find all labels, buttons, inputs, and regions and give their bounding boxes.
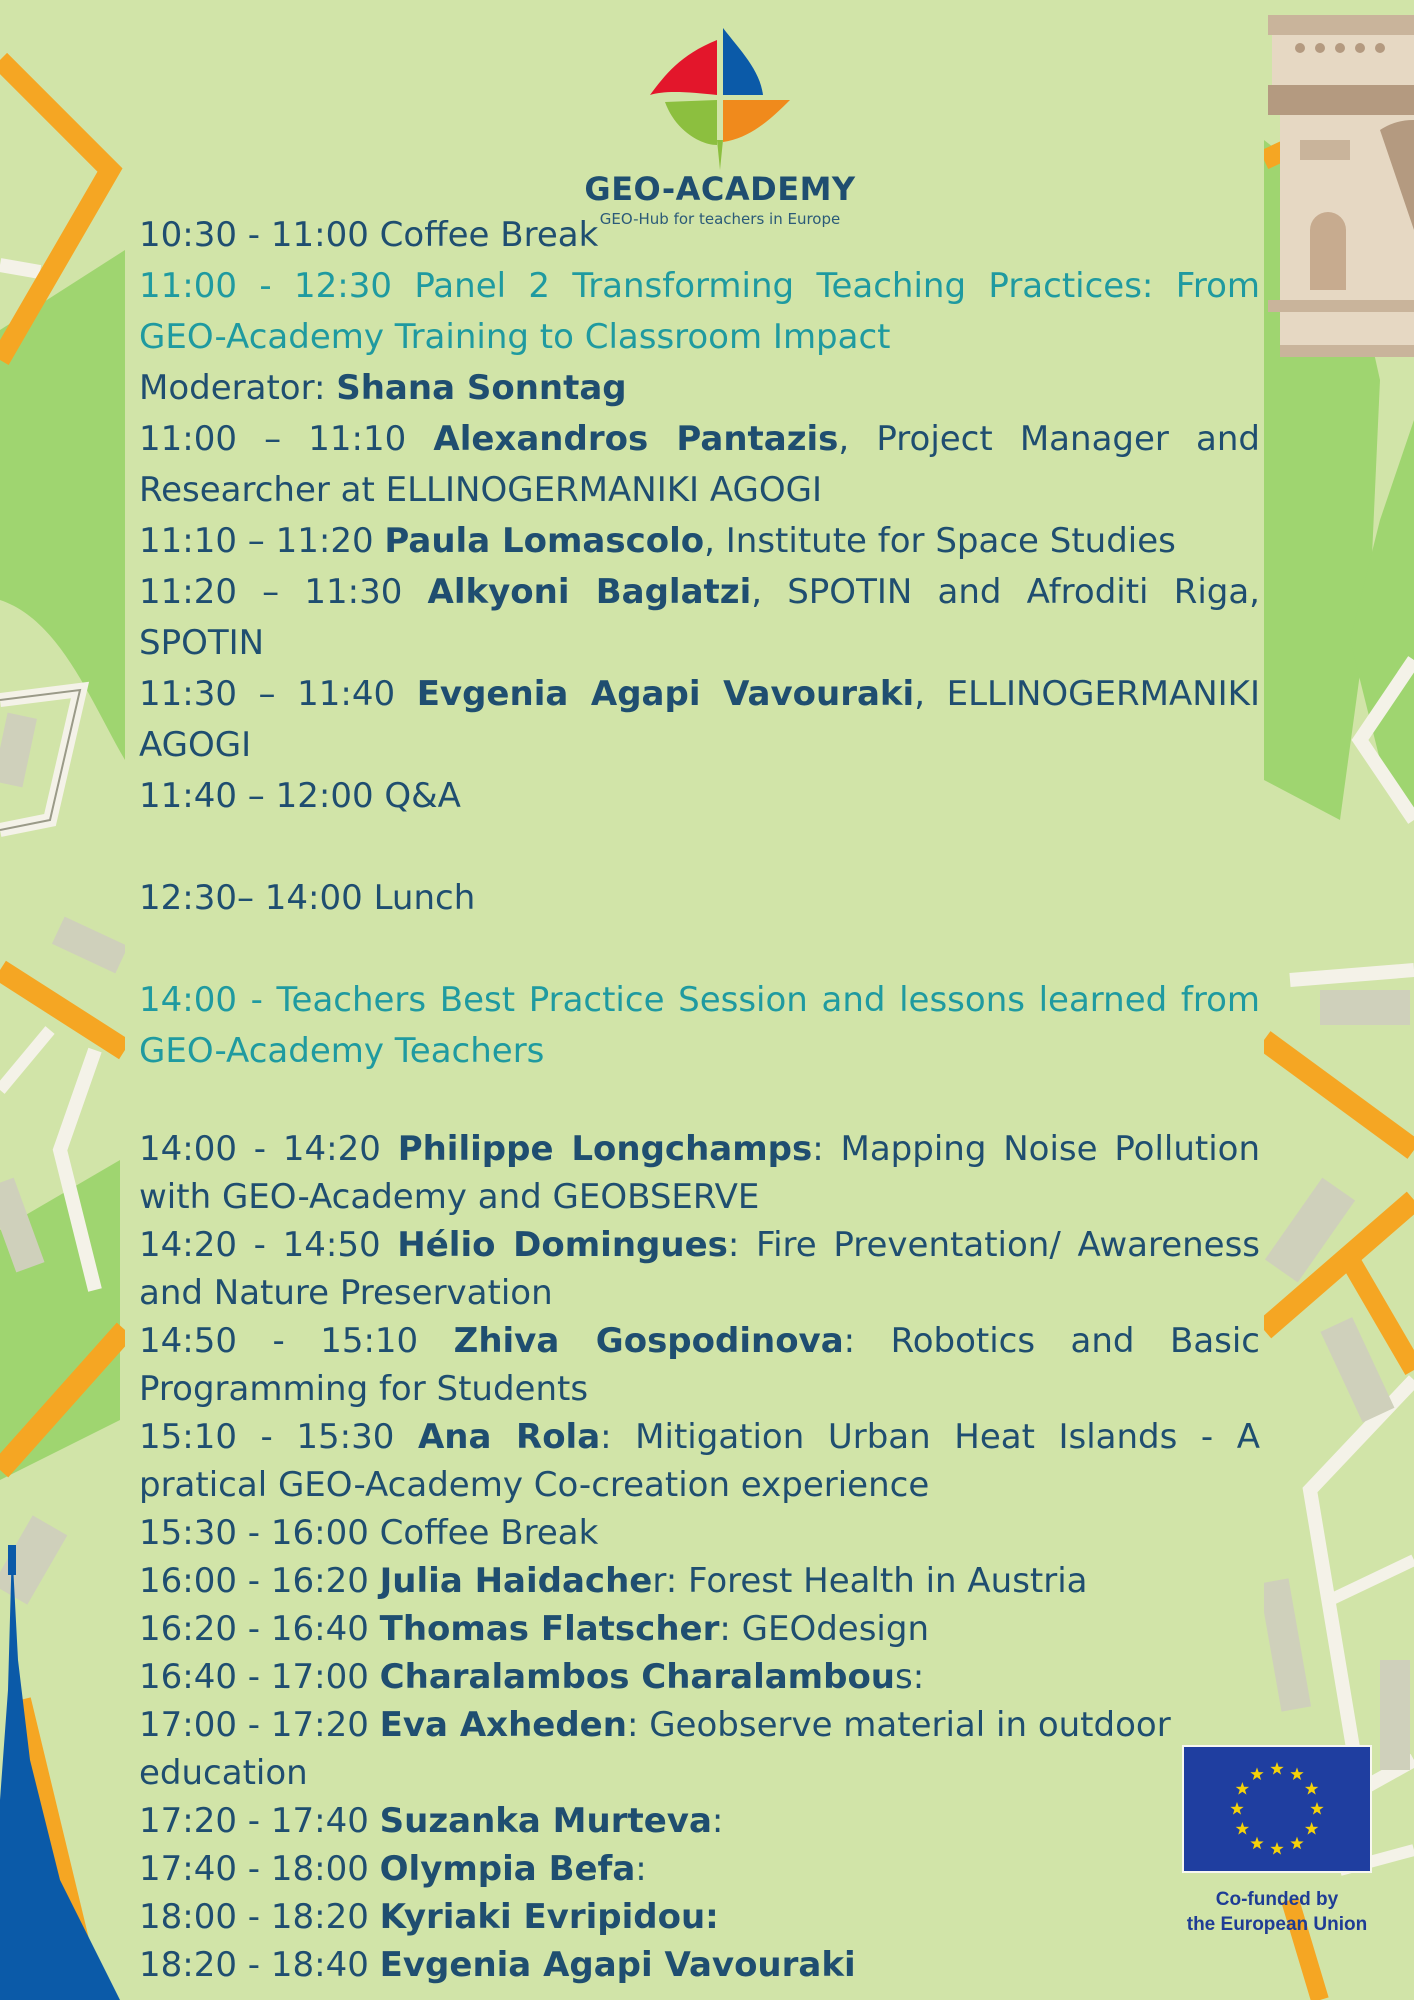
panel2-heading: 11:00 - 12:30 Panel 2 Transforming Teaching Practices: From GEO-Academy Training to Classroom Impact [139,266,1260,357]
coffee-break-2: 15:30 - 16:00 Coffee Break [139,1513,599,1553]
talk-entry [139,516,1260,567]
speaker-name: Evgenia Agapi Vavouraki [379,1945,856,1985]
talk-time: 16:00 - 16:20 [139,1561,380,1601]
talk-time: 16:40 - 17:00 [139,1657,380,1697]
eu-text-line2: the European Union [1186,1914,1368,1935]
talk-detail: , SPOTIN and Afroditi Riga, SPOTIN [139,572,1260,663]
talk-detail: : [711,1801,724,1841]
speaker-name: Thomas Flatscher [379,1609,720,1649]
talk-time: 18:00 - 18:20 [139,1897,380,1937]
talk-entry [139,1797,1260,1845]
speaker-name: Hélio Domingues [397,1225,728,1265]
talk-time: 14:50 - 15:10 [139,1321,454,1361]
logo-subtitle: GEO-Hub for teachers in Europe [599,210,841,228]
eu-cofunded-logo [1182,1745,1372,1937]
geo-academy-leaf-icon [645,20,795,170]
talk-detail: , Project Manager and Researcher at ELLINOGERMANIKI AGOGI [139,419,1260,510]
speaker-name: Evgenia Agapi Vavouraki [416,674,915,714]
eu-flag-icon [1182,1745,1372,1873]
talk-detail: , Institute for Space Studies [704,521,1176,561]
talk-time: 16:20 - 16:40 [139,1609,380,1649]
talk-entry [139,1221,1260,1317]
talk-time: 14:20 - 14:50 [139,1225,398,1265]
speaker-name: Philippe Longchamps [397,1129,813,1169]
talk-time: 15:10 - 15:30 [139,1417,418,1457]
talk-detail: : [635,1849,647,1889]
moderator-label: Moderator: [139,368,337,408]
talk-time: 11:20 – 11:30 [139,572,428,612]
talk-entry [139,1413,1260,1509]
talk-detail: : Fire Preventation/ Awareness and Nature Preservation [139,1225,1261,1313]
talk-time: 17:00 - 17:20 [139,1705,380,1745]
moderator-name: Shana Sonntag [336,368,627,408]
eu-text-line1: Co-funded by [1215,1889,1339,1910]
talk-entry [139,1605,1260,1653]
speaker-name: Ana Rola [417,1417,601,1457]
speaker-name: Suzanka Murteva [379,1801,712,1841]
talk-entry [139,1317,1260,1413]
talk-time: 11:00 – 11:10 [139,419,434,459]
session-heading: 14:00 - Teachers Best Practice Session and lessons learned from GEO-Academy Teachers [139,980,1260,1071]
talk-detail: : GEOdesign [719,1609,930,1649]
talk-entry [139,1557,1260,1605]
talk-entry [139,414,1260,516]
speaker-name: Paula Lomascolo [384,521,705,561]
talk-entry [139,567,1260,669]
speaker-name: Olympia Befa [379,1849,636,1889]
talk-time: 17:20 - 17:40 [139,1801,380,1841]
talk-time: 14:00 - 14:20 [139,1129,398,1169]
talk-detail: s: [895,1657,925,1697]
talk-time: 11:30 – 11:40 [139,674,417,714]
logo-title: GEO-ACADEMY [584,170,856,208]
talk-time: 11:10 – 11:20 [139,521,385,561]
talk-detail: r: Forest Health in Austria [652,1561,1088,1601]
talk-entry [139,1701,1260,1797]
coffee-break-1: 10:30 - 11:00 Coffee Break [139,215,599,255]
talk-detail: : Robotics and Basic Programming for Students [139,1321,1261,1409]
talk-detail: : Geobserve material in outdoor education [139,1705,1171,1793]
talk-entry [139,1653,1260,1701]
speaker-name: Alexandros Pantazis [433,419,839,459]
talk-entry [139,1125,1260,1221]
talk-time: 17:40 - 18:00 [139,1849,380,1889]
talk-entry [139,669,1260,771]
talk-detail: , ELLINOGERMANIKI AGOGI [139,674,1261,765]
talk-time: 18:20 - 18:40 [139,1945,380,1985]
moderator-line [139,363,1260,414]
talk-entry [139,1845,1260,1893]
talk-entry [139,1941,1260,1989]
talk-entry [139,1893,1260,1941]
speaker-name: Julia Haidache [379,1561,653,1601]
speaker-name: Zhiva Gospodinova [453,1321,844,1361]
qa-line: 11:40 – 12:00 Q&A [139,776,461,816]
lunch-line: 12:30– 14:00 Lunch [139,878,476,918]
talk-detail: : Mapping Noise Pollution with GEO-Academy and GEOBSERVE [139,1129,1261,1217]
speaker-name: Eva Axheden [379,1705,627,1745]
program-schedule [139,210,1260,1989]
geo-academy-logo [580,20,860,228]
speaker-name: Charalambos Charalambou [379,1657,896,1697]
eu-cofunded-text [1182,1887,1372,1937]
talk-detail: : Mitigation Urban Heat Islands - A pratical GEO-Academy Co-creation experience [139,1417,1261,1505]
speaker-name: Alkyoni Baglatzi [427,572,752,612]
speaker-name: Kyriaki Evripidou: [379,1897,719,1937]
